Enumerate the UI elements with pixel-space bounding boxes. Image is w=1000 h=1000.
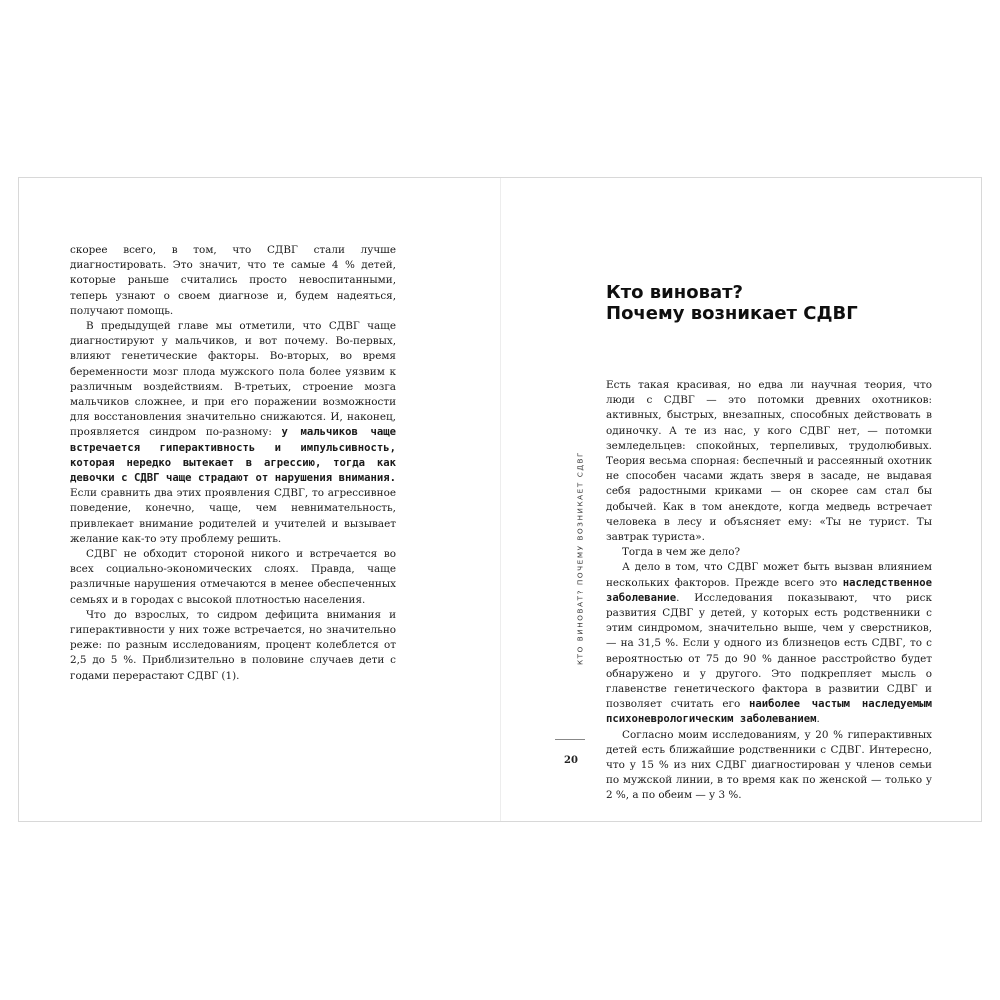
text-segment: . (816, 713, 820, 726)
text-segment: В предыдущей главе мы отметили, что СДВГ чаще диагностируют у мальчиков, и вот почему. Во-первых, влияют генетические факторы. Во-вторых, во время беременности мозг плода мужского пола более уязвим к различным воздействиям. В-третьих, строение мозга мальчиков сложнее, и при его поражении возможности для восстановления значительно снижаются. И, наконец, проявляется синдром по-разному: (70, 320, 396, 439)
page-number: 20 (564, 755, 578, 766)
book-spread (18, 177, 982, 822)
text-segment: Если сравнить два этих проявления СДВГ, то агрессивное поведение, конечно, чаще, чем невнимательность, привлекает внимание родителей и учителей и вызывает желание как-то эту проблему решить. (70, 487, 396, 545)
text-segment: Тогда в чем же дело? (622, 546, 741, 559)
paragraph (70, 243, 396, 319)
right-page (500, 178, 983, 821)
left-page (19, 178, 500, 821)
running-head: КТО ВИНОВАТ? ПОЧЕМУ ВОЗНИКАЕТ СДВГ (575, 450, 585, 666)
chapter-title-line1: Кто виноват? (606, 282, 743, 303)
right-body-text (606, 378, 932, 804)
bold-text-segment: у мальчиков чаще встречается гиперактивность и импульсивность, которая нередко вытекает в агрессию, тогда как девочки с СДВГ чаще страдают от нарушения внимания. (70, 426, 396, 485)
paragraph (606, 560, 932, 727)
text-segment: скорее всего, в том, что СДВГ стали лучше диагностировать. Это значит, что те самые 4 % детей, которые раньше считались просто невоспитанными, теперь узнают о своем диагнозе и, будем надеяться, получают помощь. (70, 244, 396, 317)
text-segment: СДВГ не обходит стороной никого и встречается во всех социально-экономических слоях. Правда, чаще различные нарушения отмечаются в менее обеспеченных семьях и в городах с высокой плотностью населения. (70, 548, 396, 606)
bold-text-segment: наследственное заболевание (606, 576, 932, 604)
chapter-title (606, 282, 858, 324)
paragraph (606, 728, 932, 804)
left-body-text (70, 243, 396, 684)
paragraph (70, 547, 396, 608)
paragraph (606, 378, 932, 545)
text-segment: Согласно моим исследованиям, у 20 % гиперактивных детей есть ближайшие родственники с СДВГ. Интересно, что у 15 % из них СДВГ диагностирован у членов семьи по мужской линии, в то время как по женской — только у 2 %, а по обеим — у 3 %. (606, 728, 932, 802)
page-number-rule (555, 739, 585, 740)
text-segment: Есть такая красивая, но едва ли научная теория, что люди с СДВГ — это потомки древних охотников: активных, быстрых, внезапных, способных действовать в одиночку. А те из нас, у кого СДВГ нет, — потомки земледельцев: спокойных, терпеливых, трудолюбивых. Теория весьма спорная: беспечный и рассеянный охотник не способен часами ждать зверя в засаде, не выдавая себя радостными криками — он скорее сам стал бы добычей. Как в том анекдоте, когда медведь встречает человека в лесу и объясняет ему: «Ты не турист. Ты завтрак туриста». (606, 379, 932, 544)
text-segment: Что до взрослых, то сидром дефицита внимания и гиперактивности у них тоже встречается, но значительно реже: по разным исследованиям, процент колеблется от 2,5 до 5 %. Приблизительно в половине случаев дети с годами перерастают СДВГ (1). (70, 608, 396, 682)
text-segment: А дело в том, что СДВГ может быть вызван влиянием нескольких факторов. Прежде всего это (606, 561, 932, 589)
bold-text-segment: наиболее частым наследуемым психоневрологическим заболеванием (606, 698, 932, 726)
chapter-title-line2: Почему возникает СДВГ (606, 303, 858, 324)
text-segment: . Исследования показывают, что риск развития СДВГ у детей, у которых есть родственники с этим синдромом, значительно выше, чем у сверстников, — на 31,5 %. Если у одного из близнецов есть СДВГ, то с вероятностью от 75 до 90 % данное расстройство будет обнаружено и у другого. Это подкрепляет мысль о главенстве генетического фактора в развитии СДВГ и позволяет считать его (606, 591, 932, 711)
paragraph (70, 608, 396, 684)
paragraph (606, 545, 932, 560)
paragraph (70, 319, 396, 547)
